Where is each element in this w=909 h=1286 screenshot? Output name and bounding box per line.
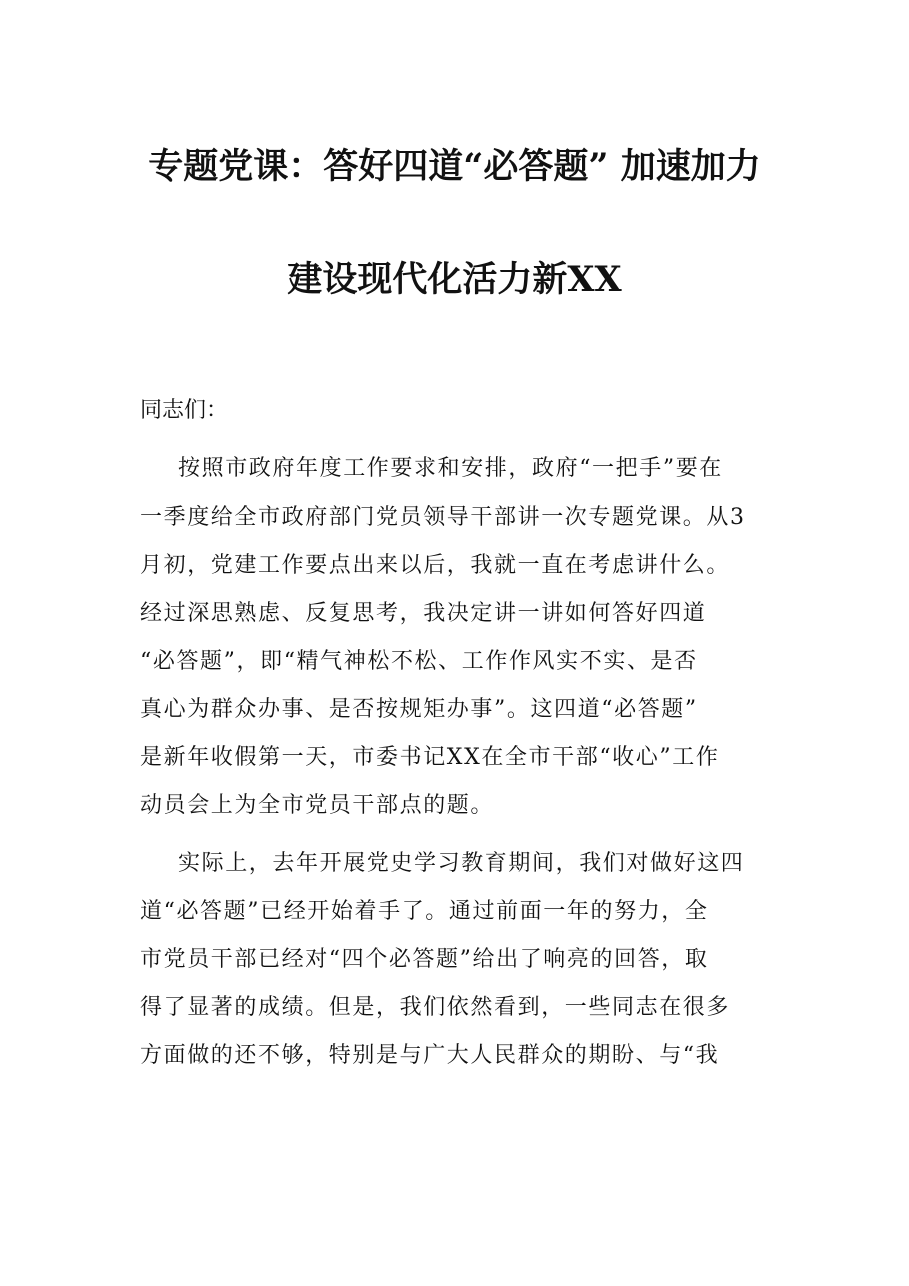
paragraph-1-line: 一季度给全市政府部门党员领导干部讲一次专题党课。从3 (140, 505, 746, 530)
paragraph-1-line: “必答题”，即“精气神松不松、工作作风实不实、是否 (140, 649, 698, 674)
paragraph-1-line: 真心为群众办事、是否按规矩办事”。这四道“必答题” (140, 697, 698, 722)
paragraph-2-line: 方面做的还不够，特别是与广大人民群众的期盼、与“我 (140, 1043, 720, 1068)
document-title-line-2: 建设现代化活力新XX (287, 259, 622, 300)
paragraph-1-line: 经过深思熟虑、反复思考，我决定讲一讲如何答好四道 (140, 601, 707, 626)
paragraph-1-line: 按照市政府年度工作要求和安排，政府“一把手”要在 (178, 456, 723, 481)
paragraph-1-line: 动员会上为全市党员干部点的题。 (140, 793, 495, 818)
paragraph-2-line: 得了显著的成绩。但是，我们依然看到，一些同志在很多 (140, 995, 731, 1020)
paragraph-1-line: 月初，党建工作要点出来以后，我就一直在考虑讲什么。 (140, 553, 731, 578)
paragraph-1-line: 是新年收假第一天，市委书记XX在全市干部“收心”工作 (140, 745, 720, 770)
paragraph-2-line: 实际上，去年开展党史学习教育期间，我们对做好这四 (178, 851, 745, 876)
paragraph-2-line: 道“必答题”已经开始着手了。通过前面一年的努力，全 (140, 899, 709, 924)
document-title-line-1: 专题党课：答好四道“必答题” 加速加力 (148, 146, 761, 187)
paragraph-2-line: 市党员干部已经对“四个必答题”给出了响亮的回答，取 (140, 947, 709, 972)
greeting: 同志们： (140, 398, 229, 423)
